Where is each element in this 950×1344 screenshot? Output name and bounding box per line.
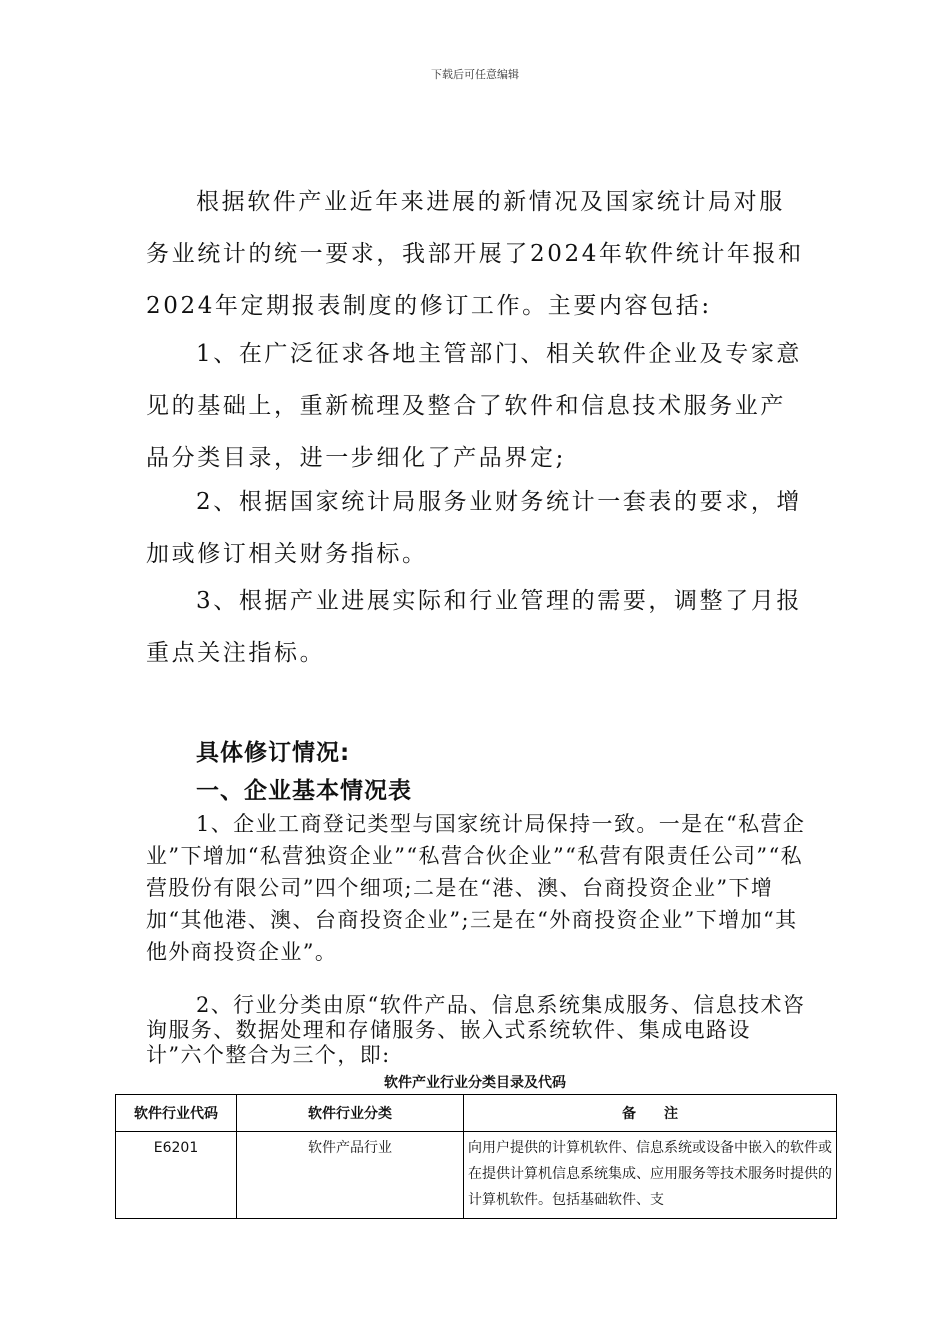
section-heading: 具体修订情况:: [196, 740, 351, 766]
section-item-1: 1、企业工商登记类型与国家统计局保持一致。一是在“私营企业”下增加“私营独资企业”“私营合伙企业”“私营有限责任公司”“私营股份有限公司”四个细项;二是在“港、澳、台商投资企业”下增加“其他港、澳、台商投资企业”;三是在“外商投资企业”下增加“其他外商投资企业”。: [146, 812, 806, 964]
cell-code: E6201: [116, 1132, 237, 1219]
table-row: [116, 1132, 837, 1219]
header-code: 软件行业代码: [116, 1095, 237, 1132]
cell-note: 向用户提供的计算机软件、信息系统或设备中嵌入的软件或在提供计算机信息系统集成、应用服务等技术服务时提供的计算机软件。包括基础软件、支: [464, 1132, 837, 1219]
header-note: 备 注: [464, 1095, 837, 1132]
header-category: 软件行业分类: [237, 1095, 464, 1132]
intro-paragraph: 根据软件产业近年来进展的新情况及国家统计局对服务业统计的统一要求，我部开展了2024年软件统计年报和2024年定期报表制度的修订工作。主要内容包括:: [146, 189, 804, 319]
intro-item-2: 2、根据国家统计局服务业财务统计一套表的要求，增加或修订相关财务指标。: [146, 489, 803, 567]
intro-item-3: 3、根据产业进展实际和行业管理的需要，调整了月报重点关注指标。: [146, 588, 803, 666]
page-header: 下载后可任意编辑: [431, 68, 519, 81]
table-header-row: [116, 1095, 837, 1132]
section-item-2: 2、行业分类由原“软件产品、信息系统集成服务、信息技术咨询服务、数据处理和存储服务、嵌入式系统软件、集成电路设计”六个整合为三个，即:: [146, 993, 806, 1067]
section-subheading: 一、企业基本情况表: [196, 778, 412, 804]
intro-item-1: 1、在广泛征求各地主管部门、相关软件企业及专家意见的基础上，重新梳理及整合了软件和信息技术服务业产品分类目录，进一步细化了产品界定;: [146, 341, 803, 471]
category-table: [115, 1094, 837, 1219]
table-title: 软件产业行业分类目录及代码: [384, 1075, 566, 1091]
cell-category: 软件产品行业: [237, 1132, 464, 1219]
